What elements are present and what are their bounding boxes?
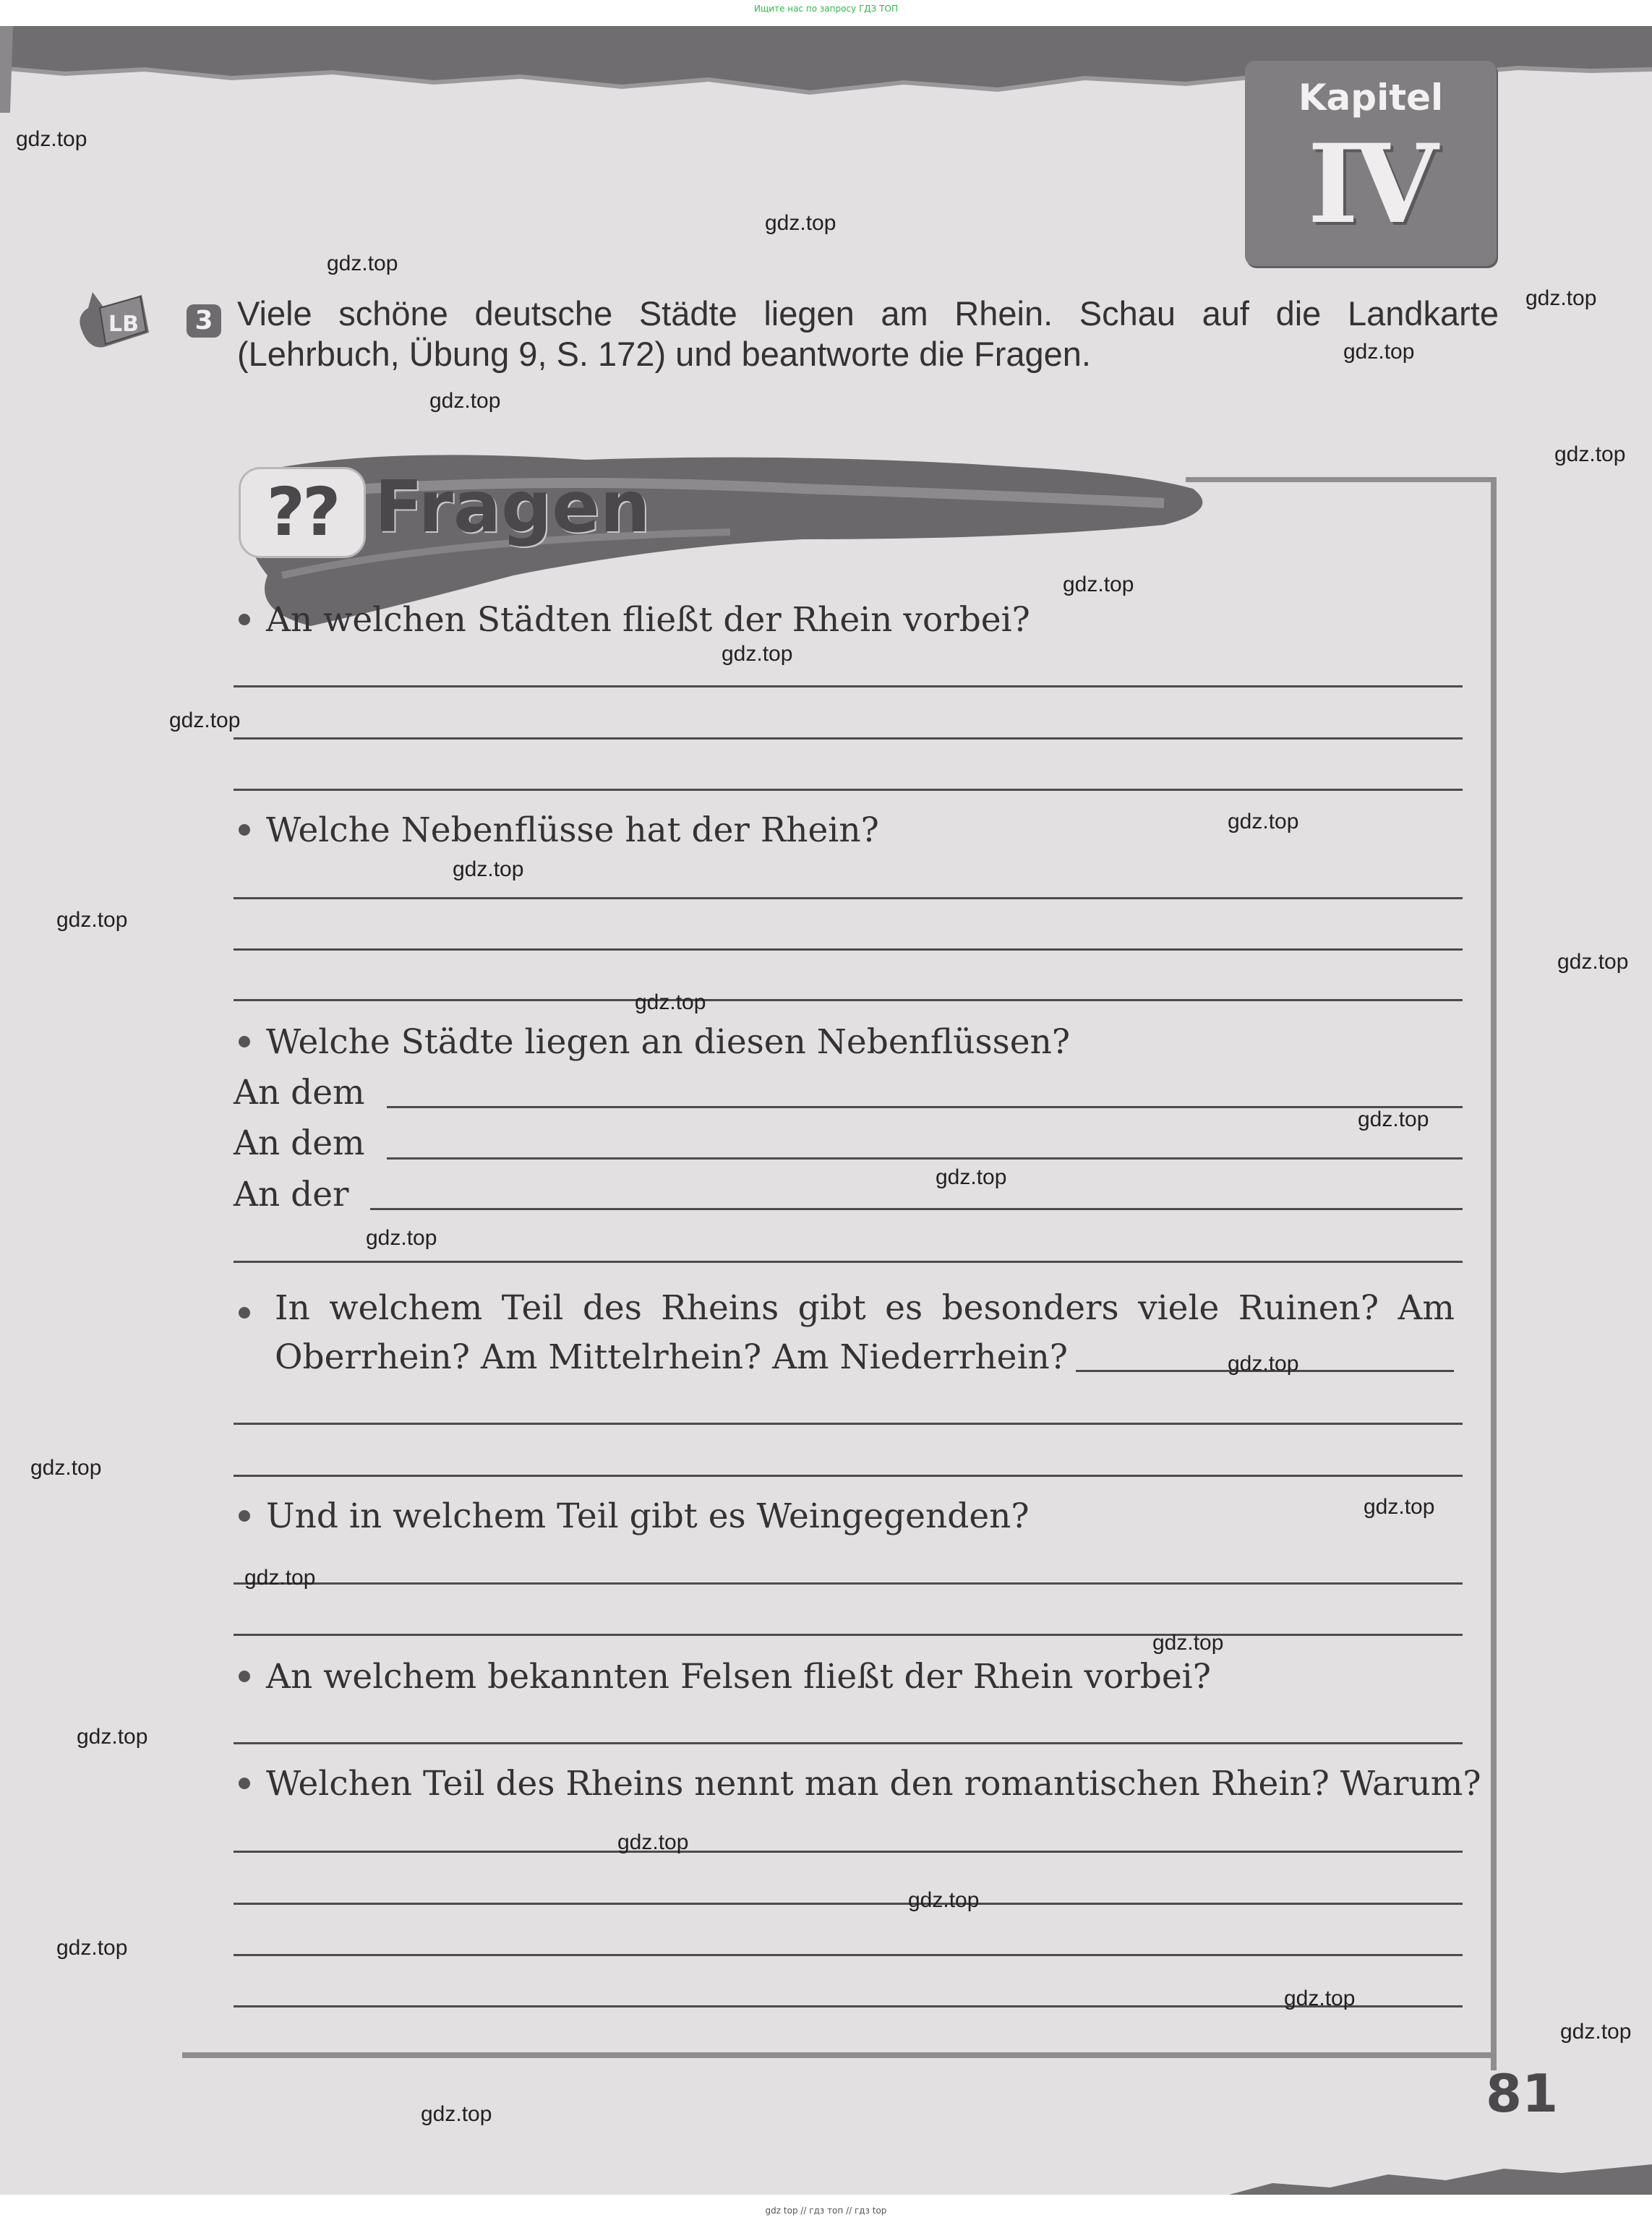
answer-line[interactable] bbox=[234, 1475, 1463, 1477]
answer-line[interactable] bbox=[234, 2005, 1463, 2007]
answer-prefix: An dem bbox=[234, 1123, 365, 1163]
answer-line[interactable] bbox=[387, 1106, 1463, 1108]
watermark: gdz.top bbox=[765, 211, 836, 235]
watermark: gdz.top bbox=[429, 389, 501, 413]
question-text: Und in welchem Teil gibt es Weingegenden? bbox=[266, 1496, 1030, 1536]
task-instruction: Viele schöne deutsche Städte liegen am Rhein. Schau auf die Landkarte (Lehrbuch, Übung 9, S. 172) und beantworte die Fragen. bbox=[237, 294, 1499, 373]
question-text: Welchen Teil des Rheins nennt man den romantischen Rhein? Warum? bbox=[266, 1764, 1481, 1804]
answer-line[interactable] bbox=[234, 1634, 1463, 1636]
answer-line[interactable] bbox=[234, 1582, 1463, 1585]
bullet-icon bbox=[239, 1307, 250, 1319]
bullet-icon bbox=[239, 1671, 250, 1682]
answer-line[interactable] bbox=[234, 1423, 1463, 1425]
watermark: gdz.top bbox=[1228, 810, 1299, 833]
textbook-icon bbox=[75, 286, 155, 356]
section-title: Fragen bbox=[375, 466, 651, 549]
question-4: In welchem Teil des Rheins gibt es besonders viele Ruinen? Am Oberrhein? Am Mittelrhein? Am Niederrhein? bbox=[275, 1288, 1455, 1377]
bullet-icon bbox=[239, 614, 250, 625]
watermark: gdz.top bbox=[77, 1725, 148, 1749]
question-text: Welche Nebenflüsse hat der Rhein? bbox=[266, 810, 879, 850]
watermark: gdz.top bbox=[453, 857, 524, 881]
watermark: gdz.top bbox=[1228, 1352, 1299, 1376]
textbook-icon-label: LB bbox=[108, 312, 139, 337]
watermark: gdz.top bbox=[1557, 950, 1629, 974]
answer-line[interactable] bbox=[234, 897, 1463, 899]
answer-line[interactable] bbox=[387, 1157, 1463, 1160]
question-5 bbox=[239, 1495, 1030, 1538]
watermark: gdz.top bbox=[421, 2102, 492, 2126]
frame-right-border bbox=[1491, 480, 1497, 2070]
watermark: gdz.top bbox=[1152, 1631, 1224, 1655]
watermark: gdz.top bbox=[1343, 340, 1415, 364]
answer-prefix: An dem bbox=[234, 1073, 365, 1113]
watermark: gdz.top bbox=[936, 1165, 1007, 1189]
watermark: gdz.top bbox=[1525, 286, 1597, 310]
question-2 bbox=[239, 809, 879, 852]
watermark: gdz.top bbox=[1554, 442, 1626, 466]
frame-bottom-border bbox=[182, 2052, 1497, 2058]
answer-line[interactable] bbox=[234, 999, 1463, 1001]
answer-line[interactable] bbox=[234, 1851, 1463, 1853]
watermark: gdz.top bbox=[56, 1936, 128, 1960]
bullet-icon bbox=[239, 824, 250, 836]
watermark: gdz.top bbox=[1358, 1107, 1429, 1131]
workbook-page bbox=[0, 26, 1652, 2195]
question-text: An welchen Städten fließt der Rhein vorbei? bbox=[266, 600, 1030, 640]
question-7 bbox=[239, 1762, 1481, 1806]
bottom-banner: gdz top // гдз топ // гдз top bbox=[765, 2206, 887, 2216]
watermark: gdz.top bbox=[1063, 573, 1134, 596]
watermark: gdz.top bbox=[722, 642, 793, 666]
watermark: gdz.top bbox=[908, 1888, 980, 1912]
chapter-label: Kapitel bbox=[1298, 77, 1444, 119]
answer-line[interactable] bbox=[234, 1903, 1463, 1905]
torn-bottom-edge bbox=[0, 2108, 1652, 2195]
answer-line[interactable] bbox=[234, 1954, 1463, 1956]
fragen-badge: ?? bbox=[239, 467, 366, 558]
answer-line[interactable] bbox=[234, 1261, 1463, 1263]
watermark: gdz.top bbox=[169, 708, 241, 732]
watermark: gdz.top bbox=[244, 1566, 316, 1590]
question-text: Welche Städte liegen an diesen Nebenflüssen? bbox=[266, 1022, 1071, 1062]
watermark: gdz.top bbox=[1560, 2020, 1632, 2044]
bullet-icon bbox=[239, 1510, 250, 1522]
question-1 bbox=[239, 599, 1030, 642]
task-number: 3 bbox=[187, 304, 221, 338]
page-number: 81 bbox=[1486, 2063, 1559, 2124]
watermark: gdz.top bbox=[1284, 1987, 1356, 2010]
bullet-icon bbox=[239, 1778, 250, 1789]
answer-line[interactable] bbox=[234, 948, 1463, 951]
answer-line[interactable] bbox=[234, 1742, 1463, 1744]
watermark: gdz.top bbox=[56, 908, 128, 932]
answer-line[interactable] bbox=[234, 789, 1463, 791]
watermark: gdz.top bbox=[1364, 1495, 1435, 1519]
frame-top-border bbox=[1186, 477, 1497, 482]
answer-line[interactable] bbox=[234, 737, 1463, 740]
chapter-badge bbox=[1245, 61, 1497, 266]
question-3 bbox=[239, 1021, 1070, 1064]
question-6 bbox=[239, 1655, 1211, 1699]
watermark: gdz.top bbox=[635, 990, 706, 1014]
bullet-icon bbox=[239, 1036, 250, 1047]
watermark: gdz.top bbox=[16, 127, 87, 151]
top-banner: Ищите нас по запросу ГДЗ ТОП bbox=[754, 4, 898, 14]
watermark: gdz.top bbox=[366, 1226, 437, 1250]
question-text: An welchem bekannten Felsen fließt der Rhein vorbei? bbox=[266, 1657, 1211, 1697]
answer-line[interactable] bbox=[370, 1208, 1463, 1210]
watermark: gdz.top bbox=[30, 1456, 102, 1480]
answer-line[interactable] bbox=[234, 685, 1463, 687]
chapter-number: IV bbox=[1307, 121, 1434, 248]
answer-prefix: An der bbox=[234, 1175, 349, 1214]
watermark: gdz.top bbox=[617, 1830, 689, 1854]
watermark: gdz.top bbox=[327, 252, 398, 275]
